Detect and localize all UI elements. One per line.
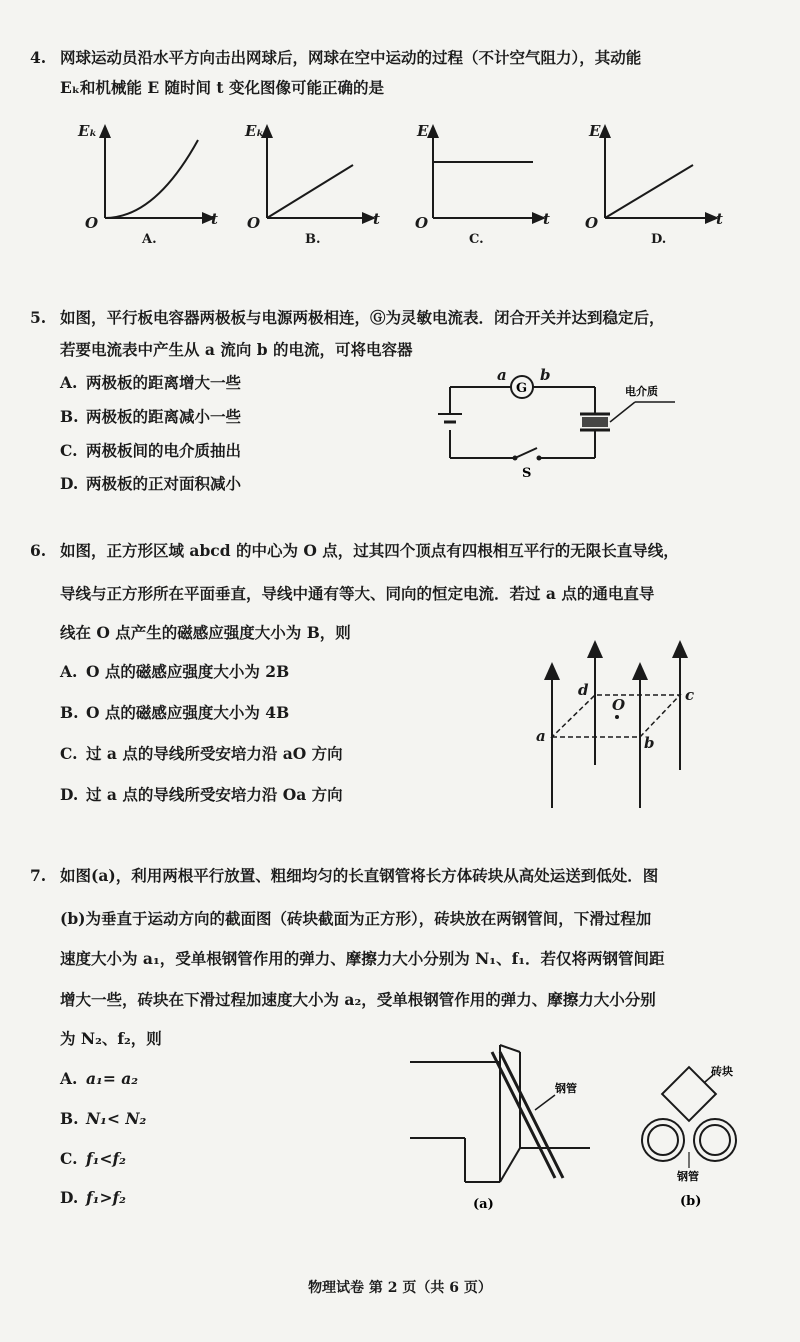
origin-label: O <box>85 214 99 232</box>
graph-caption: B. <box>305 232 321 247</box>
question-text: 如图，平行板电容器两极板与电源两极相连，Ⓖ为灵敏电流表．闭合开关并达到稳定后， <box>60 308 665 327</box>
question-text: Eₖ和机械能 E 随时间 t 变化图像可能正确的是 <box>60 78 384 97</box>
option-text: f₁>f₂ <box>86 1188 126 1207</box>
question-text: 网球运动员沿水平方向击出网球后，网球在空中运动的过程（不计空气阻力），其动能 <box>60 48 642 67</box>
question-text: (b)为垂直于运动方向的截面图（砖块截面为正方形），砖块放在两钢管间，下滑过程加 <box>60 909 652 928</box>
pipe-label: 钢管 <box>677 1170 699 1183</box>
question-text: 增大一些，砖块在下滑过程加速度大小为 a₂，受单根钢管作用的弹力、摩擦力大小分别 <box>60 990 656 1009</box>
vertex-d-label: d <box>578 681 589 699</box>
capacitor-circuit-diagram <box>425 362 695 482</box>
graph-caption: A. <box>142 232 157 247</box>
graph-caption: C. <box>469 232 484 247</box>
option-d[interactable] <box>60 785 343 805</box>
option-d[interactable] <box>60 1188 126 1208</box>
option-c[interactable] <box>60 744 343 764</box>
question-number: 5. <box>30 308 47 327</box>
dielectric-label: 电介质 <box>625 385 658 398</box>
pipe-1 <box>492 1052 555 1178</box>
y-label: Eₖ <box>78 122 98 140</box>
option-d[interactable] <box>60 474 241 494</box>
question-text: 速度大小为 a₁，受单根钢管作用的弹力、摩擦力大小分别为 N₁、f₁．若仅将两钢管间距 <box>60 949 665 968</box>
question-text: 如图(a)，利用两根平行放置、粗细均匀的长直钢管将长方体砖块从高处运送到低处．图 <box>60 866 659 885</box>
figure-a-caption: (a) <box>473 1197 494 1212</box>
wires-square-diagram <box>530 640 705 815</box>
y-label: E <box>589 122 601 140</box>
switch-label: S <box>522 466 532 481</box>
option-text: 两极板的正对面积减小 <box>86 474 242 493</box>
x-label: t <box>716 210 723 228</box>
option-text: 两极板的距离减小一些 <box>86 407 242 426</box>
figure-b-cross-section <box>625 1060 775 1215</box>
pipe-2 <box>500 1052 563 1178</box>
option-b[interactable] <box>60 703 289 723</box>
curve-a <box>105 140 198 218</box>
option-label: C. <box>60 441 78 460</box>
option-a[interactable] <box>60 662 289 682</box>
option-a[interactable] <box>60 1069 138 1089</box>
x-label: t <box>211 210 218 228</box>
pipe-right-inner <box>700 1125 730 1155</box>
vertex-b-label: b <box>644 734 655 752</box>
option-label: C. <box>60 744 78 763</box>
option-text: O 点的磁感应强度大小为 2B <box>86 662 290 681</box>
question-text: 为 N₂、f₂，则 <box>60 1029 162 1048</box>
option-label: D. <box>60 474 79 493</box>
brick-label: 砖块 <box>711 1065 733 1078</box>
dielectric <box>582 417 608 427</box>
question-text: 线在 O 点产生的磁感应强度大小为 B，则 <box>60 623 351 642</box>
graph-b <box>244 122 380 247</box>
point-b-label: b <box>540 366 551 384</box>
x-label: t <box>543 210 550 228</box>
option-text: f₁<f₂ <box>86 1149 126 1168</box>
question-text: 若要电流表中产生从 a 流向 b 的电流，可将电容器 <box>60 340 413 359</box>
option-c[interactable] <box>60 1149 126 1169</box>
switch <box>515 448 537 458</box>
q4-graphs <box>70 118 770 253</box>
option-label: B. <box>60 703 79 722</box>
center-point-o <box>615 715 619 719</box>
graph-caption: D. <box>651 232 667 247</box>
graph-a <box>77 122 218 247</box>
vertex-a-label: a <box>536 727 546 745</box>
graph-d <box>585 122 723 247</box>
question-number: 6. <box>30 541 47 560</box>
point-a-label: a <box>497 366 507 384</box>
option-label: D. <box>60 785 79 804</box>
vertex-c-label: c <box>685 686 695 704</box>
pipe-left-inner <box>648 1125 678 1155</box>
origin-label: O <box>247 214 261 232</box>
line-d <box>605 165 693 218</box>
figure-a-ramp <box>405 1040 605 1215</box>
option-a[interactable] <box>60 373 241 393</box>
question-text: 导线与正方形所在平面垂直，导线中通有等大、同向的恒定电流．若过 a 点的通电直导 <box>60 584 655 603</box>
option-label: A. <box>60 373 78 392</box>
page-footer: 物理试卷 第 2 页（共 6 页） <box>308 1280 492 1296</box>
pipe-label: 钢管 <box>555 1082 577 1095</box>
option-label: D. <box>60 1188 79 1207</box>
option-b[interactable] <box>60 1109 146 1129</box>
option-label: B. <box>60 1109 79 1128</box>
option-text: 两极板的距离增大一些 <box>86 373 242 392</box>
question-text: 如图，正方形区域 abcd 的中心为 O 点，过其四个顶点有四根相互平行的无限长直导线， <box>60 541 679 560</box>
option-b[interactable] <box>60 407 241 427</box>
x-label: t <box>373 210 380 228</box>
galvanometer-label: G <box>516 381 528 396</box>
graph-c <box>415 122 550 247</box>
option-text: O 点的磁感应强度大小为 4B <box>86 703 290 722</box>
option-text: 过 a 点的导线所受安培力沿 aO 方向 <box>86 744 343 763</box>
y-label: Eₖ <box>245 122 265 140</box>
option-label: A. <box>60 662 78 681</box>
center-o-label: O <box>612 696 626 714</box>
question-number: 4. <box>30 48 47 67</box>
option-text: N₁< N₂ <box>86 1109 147 1128</box>
line-b <box>267 165 353 218</box>
option-label: C. <box>60 1149 78 1168</box>
question-number: 7. <box>30 866 47 885</box>
option-label: B. <box>60 407 79 426</box>
option-text: 过 a 点的导线所受安培力沿 Oa 方向 <box>86 785 343 804</box>
figure-b-caption: (b) <box>680 1194 702 1209</box>
option-text: 两极板间的电介质抽出 <box>86 441 242 460</box>
option-label: A. <box>60 1069 78 1088</box>
origin-label: O <box>415 214 429 232</box>
option-text: a₁= a₂ <box>86 1069 139 1088</box>
option-c[interactable] <box>60 441 241 461</box>
y-label: E <box>417 122 429 140</box>
origin-label: O <box>585 214 599 232</box>
brick-cross-section <box>662 1067 716 1121</box>
